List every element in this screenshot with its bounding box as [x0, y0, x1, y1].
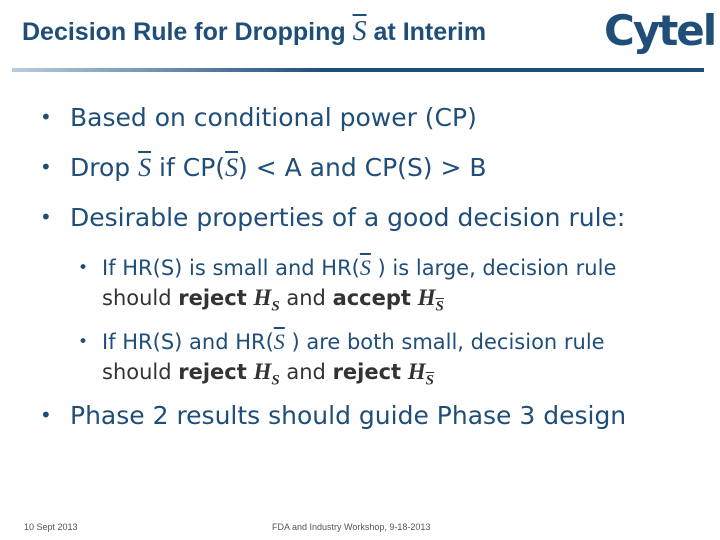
and-text: and: [279, 360, 333, 384]
and-text: and: [279, 286, 333, 310]
bullet-conditional-power: [40, 103, 477, 132]
title-suffix: at Interim: [366, 18, 487, 46]
reject-keyword: reject: [178, 286, 247, 310]
s-bar-symbol: $\overline{S}$: [138, 153, 152, 182]
bullet-desirable-properties: [40, 203, 625, 232]
title-divider: [12, 68, 704, 72]
sub-bullet-dot: •: [78, 332, 89, 352]
should-text: should: [102, 360, 179, 384]
reject-keyword: reject: [178, 360, 247, 384]
sub-bullet-both-small: [78, 327, 662, 396]
title-symbol: $\overline{S}$: [352, 16, 367, 47]
hypothesis-h-s: $H_S$: [253, 359, 280, 389]
sub-line1-pre: If HR(S) and HR(: [102, 330, 274, 354]
bullet-text-mid: if CP(: [151, 153, 226, 182]
bullet-text-pre: Drop: [70, 153, 139, 182]
s-bar-symbol: $\overline{S}$: [225, 153, 239, 182]
slide-title: [22, 16, 486, 48]
bullet-dot: •: [40, 403, 52, 427]
footer-date: 10 Sept 2013: [24, 522, 78, 532]
hypothesis-h-s: $H_S$: [253, 285, 280, 315]
accept-keyword: accept: [332, 286, 411, 310]
cytel-logo: Cytel: [604, 6, 716, 55]
reject-keyword: reject: [332, 360, 402, 384]
hypothesis-h-s-bar: $H_{\overline{S}}$: [407, 359, 435, 389]
footer-event: FDA and Industry Workshop, 9-18-2013: [272, 522, 431, 532]
bullet-phase-design: [40, 401, 626, 430]
sub-bullet-small-large: [78, 253, 662, 322]
sub-line1-post: ) are both small, decision rule: [284, 330, 605, 354]
sub-line1-post: ) is large, decision rule: [370, 256, 617, 280]
should-text: should: [102, 286, 179, 310]
bullet-text: Desirable properties of a good decision rule:: [70, 203, 626, 232]
bullet-text-post: ) < A and CP(S) > B: [238, 153, 487, 182]
bullet-text: Phase 2 results should guide Phase 3 design: [70, 401, 627, 430]
bullet-drop-rule: [40, 153, 487, 183]
sub-line1-pre: If HR(S) is small and HR(: [102, 256, 360, 280]
sub-bullet-text: [102, 327, 662, 396]
sub-bullet-text: [102, 253, 662, 322]
bullet-dot: •: [40, 155, 52, 179]
title-prefix: Decision Rule for Dropping: [22, 18, 353, 46]
bullet-text: Based on conditional power (CP): [70, 103, 477, 132]
hypothesis-h-s-bar: $H_{\overline{S}}$: [417, 285, 444, 315]
s-bar-symbol: $\overline{S}$: [359, 255, 371, 280]
sub-bullet-dot: •: [78, 258, 89, 278]
bullet-dot: •: [40, 105, 52, 129]
s-bar-symbol: $\overline{S}$: [273, 329, 285, 354]
bullet-dot: •: [40, 205, 52, 229]
